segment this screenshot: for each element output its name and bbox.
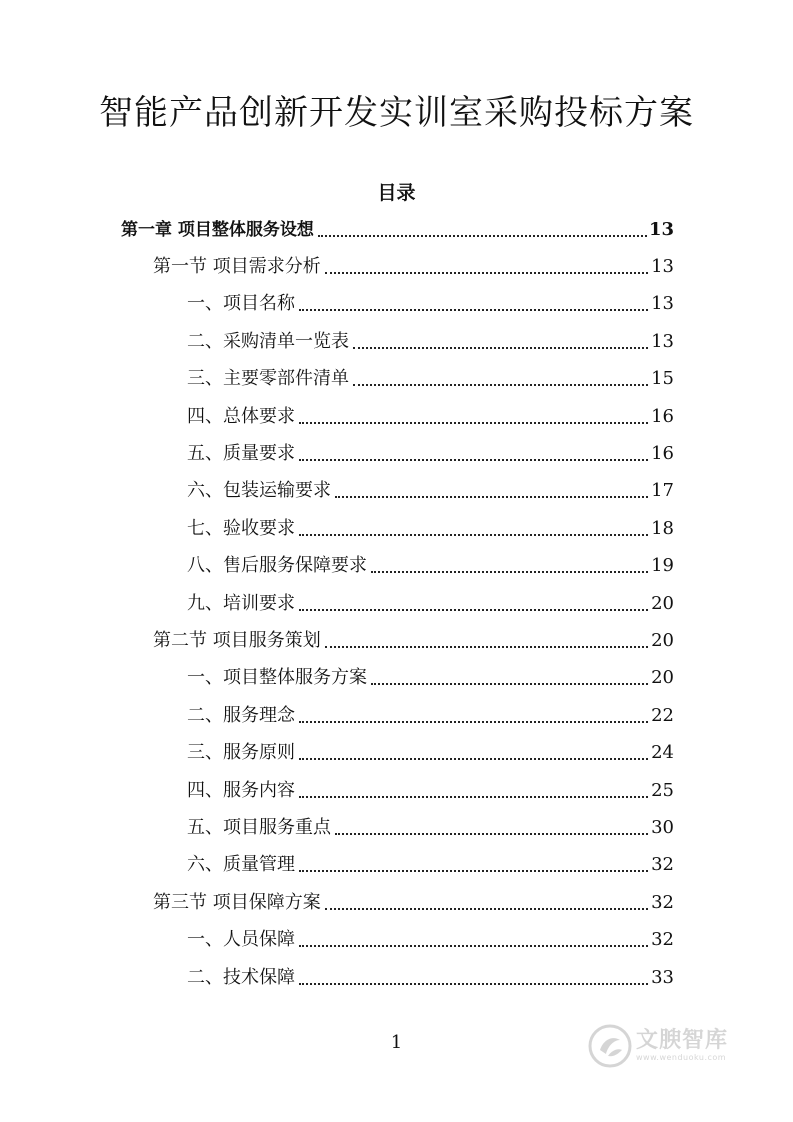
toc-entry-label: 三、主要零部件清单 (187, 368, 349, 390)
toc-leader-dots (299, 459, 648, 461)
toc-entry-label: 九、培训要求 (187, 592, 295, 614)
toc-entry[interactable] (0, 959, 793, 996)
toc-leader-dots (325, 646, 648, 648)
toc-entry-page: 17 (651, 480, 674, 502)
toc-entry-label: 六、质量管理 (187, 854, 295, 876)
toc-entry-label: 五、项目服务重点 (187, 816, 331, 838)
toc-entry-label: 二、服务理念 (187, 704, 295, 726)
toc-entry-page: 30 (651, 816, 674, 838)
toc-entry-page: 24 (651, 742, 674, 764)
toc-entry[interactable] (0, 286, 793, 323)
toc-entry-page: 15 (651, 368, 674, 390)
toc-entry[interactable] (0, 622, 793, 659)
toc-entry-page: 25 (651, 779, 674, 801)
toc-entry-label: 八、售后服务保障要求 (187, 555, 367, 577)
toc-entry-page: 33 (651, 966, 674, 988)
toc-entry[interactable] (0, 772, 793, 809)
toc-entry-page: 32 (651, 929, 674, 951)
toc-entry[interactable] (0, 323, 793, 360)
toc-entry[interactable] (0, 660, 793, 697)
toc-entry-page: 32 (651, 891, 674, 913)
toc-entry-page: 13 (651, 256, 674, 278)
toc-leader-dots (318, 235, 647, 237)
toc-entry-page: 32 (651, 854, 674, 876)
toc-entry[interactable] (0, 884, 793, 921)
toc-entry[interactable] (0, 847, 793, 884)
watermark (588, 1018, 758, 1074)
toc-entry-page: 18 (651, 517, 674, 539)
table-of-contents (0, 211, 793, 996)
toc-leader-dots (299, 309, 648, 311)
toc-entry[interactable] (0, 473, 793, 510)
toc-entry[interactable] (0, 809, 793, 846)
toc-entry-label: 一、项目整体服务方案 (187, 667, 367, 689)
toc-leader-dots (299, 983, 648, 985)
toc-entry[interactable] (0, 398, 793, 435)
toc-entry-page: 20 (651, 592, 674, 614)
toc-entry[interactable] (0, 361, 793, 398)
wenku-logo-icon (588, 1024, 632, 1068)
toc-leader-dots (335, 833, 648, 835)
toc-leader-dots (353, 384, 648, 386)
toc-leader-dots (335, 496, 648, 498)
document-title: 智能产品创新开发实训室采购投标方案 (99, 93, 694, 133)
toc-entry-label: 第三节 项目保障方案 (153, 891, 321, 913)
toc-entry[interactable] (0, 248, 793, 285)
toc-leader-dots (299, 870, 648, 872)
toc-leader-dots (299, 422, 648, 424)
toc-entry-page: 13 (651, 293, 674, 315)
toc-entry[interactable] (0, 697, 793, 734)
toc-entry-label: 五、质量要求 (187, 443, 295, 465)
toc-leader-dots (353, 347, 648, 349)
toc-leader-dots (299, 721, 648, 723)
toc-heading: 目录 (377, 182, 416, 204)
toc-leader-dots (299, 609, 648, 611)
watermark-url: www.wenduoku.com (636, 1053, 727, 1062)
toc-leader-dots (299, 796, 648, 798)
toc-entry-page: 13 (648, 218, 674, 240)
toc-leader-dots (325, 272, 648, 274)
toc-entry-page: 20 (651, 629, 674, 651)
toc-entry[interactable] (0, 548, 793, 585)
toc-entry[interactable] (0, 211, 793, 248)
toc-entry-label: 三、服务原则 (187, 742, 295, 764)
page-number: 1 (390, 1032, 403, 1053)
toc-entry-page: 19 (651, 555, 674, 577)
toc-entry-label: 六、包装运输要求 (187, 480, 331, 502)
toc-entry[interactable] (0, 734, 793, 771)
toc-entry[interactable] (0, 510, 793, 547)
toc-leader-dots (299, 534, 648, 536)
toc-entry-label: 四、服务内容 (187, 779, 295, 801)
toc-entry[interactable] (0, 435, 793, 472)
toc-entry-label: 四、总体要求 (187, 405, 295, 427)
toc-entry-label: 一、项目名称 (187, 293, 295, 315)
toc-entry-label: 二、技术保障 (187, 966, 295, 988)
toc-leader-dots (325, 908, 648, 910)
toc-entry-label: 一、人员保障 (187, 929, 295, 951)
toc-entry-label: 七、验收要求 (187, 517, 295, 539)
toc-entry-label: 第一节 项目需求分析 (153, 256, 321, 278)
toc-leader-dots (371, 571, 648, 573)
toc-entry-page: 20 (651, 667, 674, 689)
toc-leader-dots (371, 683, 648, 685)
toc-entry-label: 第一章 项目整体服务设想 (121, 219, 314, 240)
toc-entry-page: 16 (651, 443, 674, 465)
toc-entry-page: 22 (651, 704, 674, 726)
toc-leader-dots (299, 945, 648, 947)
toc-leader-dots (299, 758, 648, 760)
toc-entry-page: 16 (651, 405, 674, 427)
toc-entry-label: 第二节 项目服务策划 (153, 629, 321, 651)
toc-entry[interactable] (0, 585, 793, 622)
watermark-name: 文腴智库 (636, 1028, 729, 1053)
toc-entry-page: 13 (651, 330, 674, 352)
toc-entry-label: 二、采购清单一览表 (187, 330, 349, 352)
toc-entry[interactable] (0, 921, 793, 958)
